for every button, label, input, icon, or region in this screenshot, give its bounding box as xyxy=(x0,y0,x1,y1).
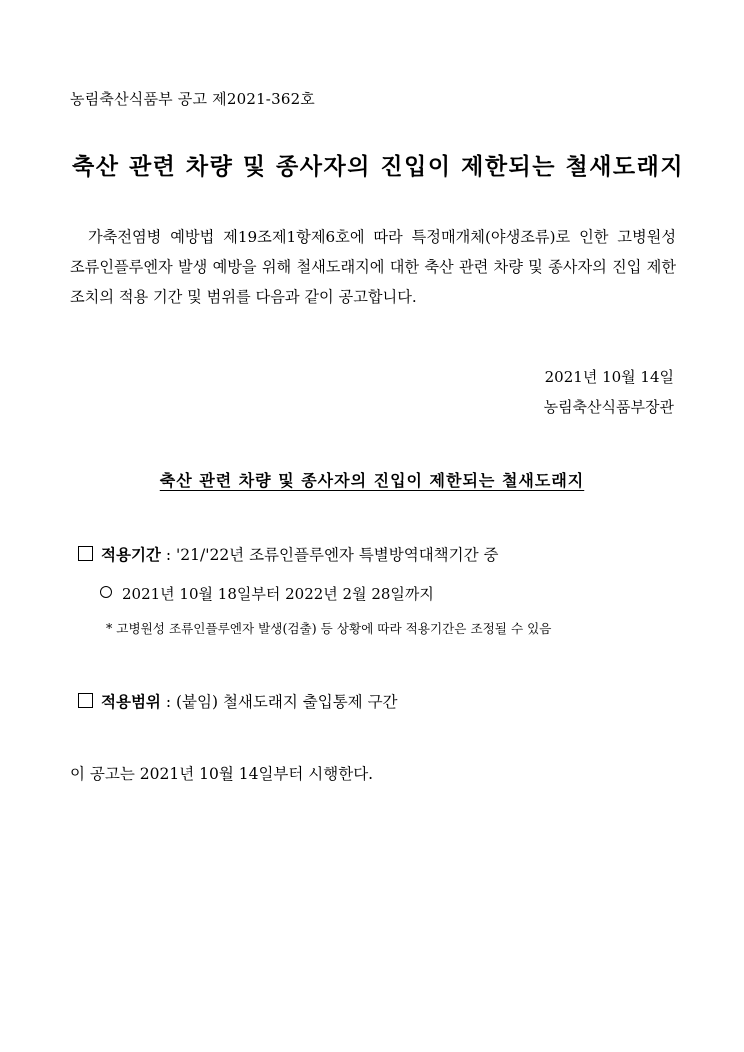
notice-date: 2021년 10월 14일 xyxy=(544,368,674,386)
period-value: '21/'22년 조류인플루엔자 특별방역대책기간 중 xyxy=(175,546,499,564)
period-note: * 고병원성 조류인플루엔자 발생(검출) 등 상황에 따라 적용기간은 조정될 수 있음 xyxy=(106,621,552,636)
period-separator: : xyxy=(160,546,176,564)
square-bullet-icon xyxy=(78,546,93,561)
scope-label: 적용범위 xyxy=(101,692,161,711)
circle-bullet-icon xyxy=(100,586,112,598)
scope-separator: : xyxy=(160,693,176,711)
notice-body: 가축전염병 예방법 제19조제1항제6호에 따라 특정매개체(야생조류)로 인한 고병원성 조류인플루엔자 발생 예방을 위해 철새도래지에 대한 축산 관련 차량 및 종사자의 진입 제한 조치의 적용 기간 및 범위를 다음과 같이 공고합니다. xyxy=(70,228,676,306)
period-detail xyxy=(100,583,434,604)
scope-value: (붙임) 철새도래지 출입통제 구간 xyxy=(175,693,398,711)
period-label: 적용기간 xyxy=(101,545,161,564)
period-detail-text: 2021년 10월 18일부터 2022년 2월 28일까지 xyxy=(122,585,434,603)
notice-issuer: 농림축산식품부장관 xyxy=(543,398,674,416)
period-section xyxy=(78,543,499,565)
notice-title: 축산 관련 차량 및 종사자의 진입이 제한되는 철새도래지 xyxy=(72,153,685,180)
notice-number: 농림축산식품부 공고 제2021-362호 xyxy=(70,90,315,108)
annex-title-text: 축산 관련 차량 및 종사자의 진입이 제한되는 철새도래지 xyxy=(159,471,585,490)
closing-statement: 이 공고는 2021년 10월 14일부터 시행한다. xyxy=(70,765,374,783)
annex-title xyxy=(0,468,744,491)
square-bullet-icon xyxy=(78,693,93,708)
scope-section xyxy=(78,690,398,712)
